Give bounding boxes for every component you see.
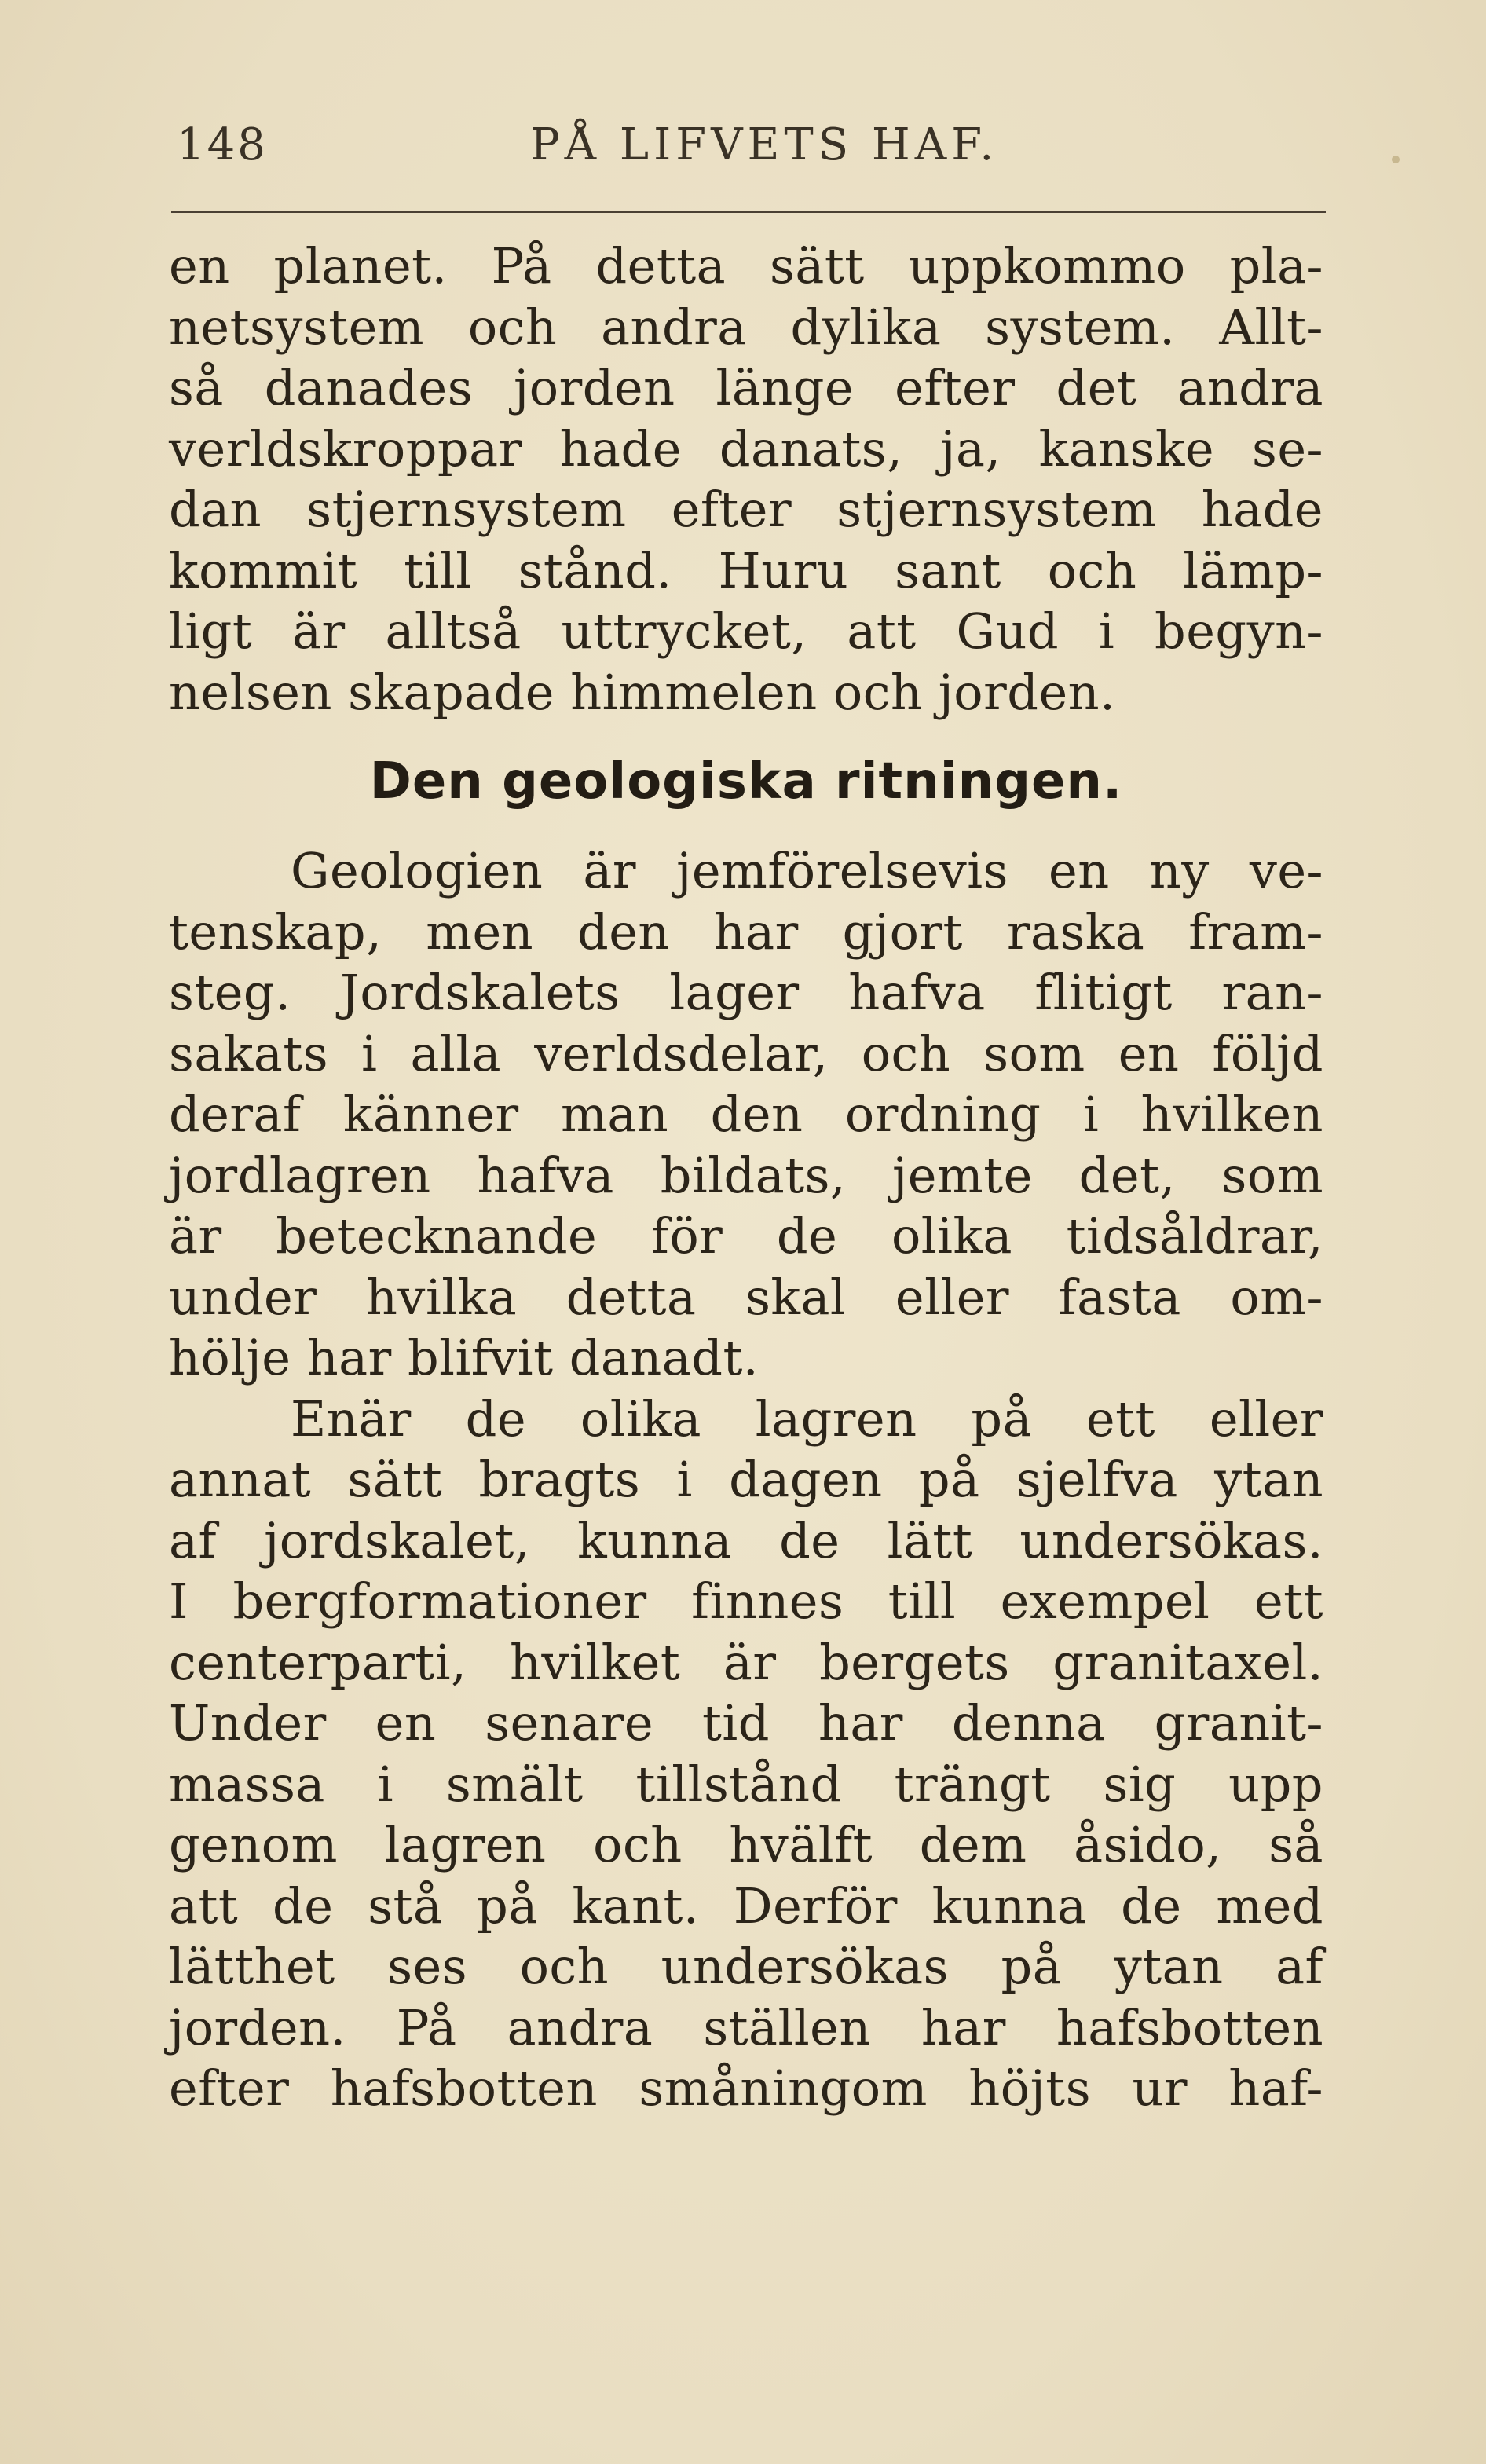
text-line: netsystem och andra dylika system. Allt- (169, 298, 1323, 356)
text-line: så danades jorden länge efter det andra (169, 359, 1323, 416)
text-line: kommit till stånd. Huru sant och lämp- (169, 541, 1323, 599)
text-line: hölje har blifvit danadt. (169, 1329, 759, 1386)
text-line: steg. Jordskalets lager hafva flitigt ran- (169, 964, 1323, 1021)
text-line: att de stå på kant. Derför kunna de med (169, 1876, 1323, 1935)
running-title: PÅ LIFVETS HAF. (530, 119, 999, 170)
text-line: jorden. På andra ställen har hafsbotten (169, 1998, 1323, 2056)
text-line: annat sätt bragts i dagen på sjelfva ytan (169, 1451, 1323, 1508)
text-line: dan stjernsystem efter stjernsystem hade (169, 481, 1323, 538)
text-line: nelsen skapade himmelen och jorden. (169, 663, 1116, 721)
text-line: ligt är alltså uttrycket, att Gud i begyn- (169, 602, 1323, 660)
page-number: 148 (177, 119, 268, 170)
text-line: en planet. På detta sätt uppkommo pla- (169, 237, 1323, 295)
paper-speck (1392, 156, 1400, 163)
text-line: af jordskalet, kunna de lätt undersökas. (169, 1511, 1323, 1569)
text-line: massa i smält tillstånd trängt sig upp (169, 1755, 1323, 1813)
text-line: är betecknande för de olika tidsåldrar, (169, 1207, 1323, 1265)
text-line: sakats i alla verldsdelar, och som en följd (169, 1024, 1323, 1082)
text-line: verldskroppar hade danats, ja, kanske se- (169, 419, 1323, 478)
text-line: Under en senare tid har denna granit- (169, 1694, 1323, 1752)
text-line: under hvilka detta skal eller fasta om- (169, 1268, 1323, 1326)
header-rule (171, 211, 1326, 213)
paragraph-3 (169, 1389, 1323, 2119)
text-line: deraf känner man den ordning i hvilken (169, 1086, 1323, 1143)
text-line: centerparti, hvilket är bergets granitaxel. (169, 1633, 1323, 1691)
text-line: jordlagren hafva bildats, jemte det, som (169, 1146, 1323, 1204)
page-header (169, 119, 1331, 174)
text-line: lätthet ses och undersökas på ytan af (169, 1938, 1323, 1995)
text-line: Enär de olika lagren på ett eller (291, 1389, 1323, 1448)
text-line: efter hafsbotten småningom höjts ur haf- (169, 2059, 1323, 2117)
text-line: genom lagren och hvälft dem åsido, så (169, 1816, 1323, 1873)
page-body (169, 236, 1323, 2119)
text-line: I bergformationer finnes till exempel ett (169, 1572, 1323, 1630)
section-heading: Den geologiska ritningen. (369, 752, 1123, 811)
paragraph-2 (169, 840, 1323, 1389)
text-line: tenskap, men den har gjort raska fram- (169, 902, 1323, 961)
text-line: Geologien är jemförelsevis en ny ve- (291, 842, 1323, 899)
paragraph-1 (169, 236, 1323, 723)
